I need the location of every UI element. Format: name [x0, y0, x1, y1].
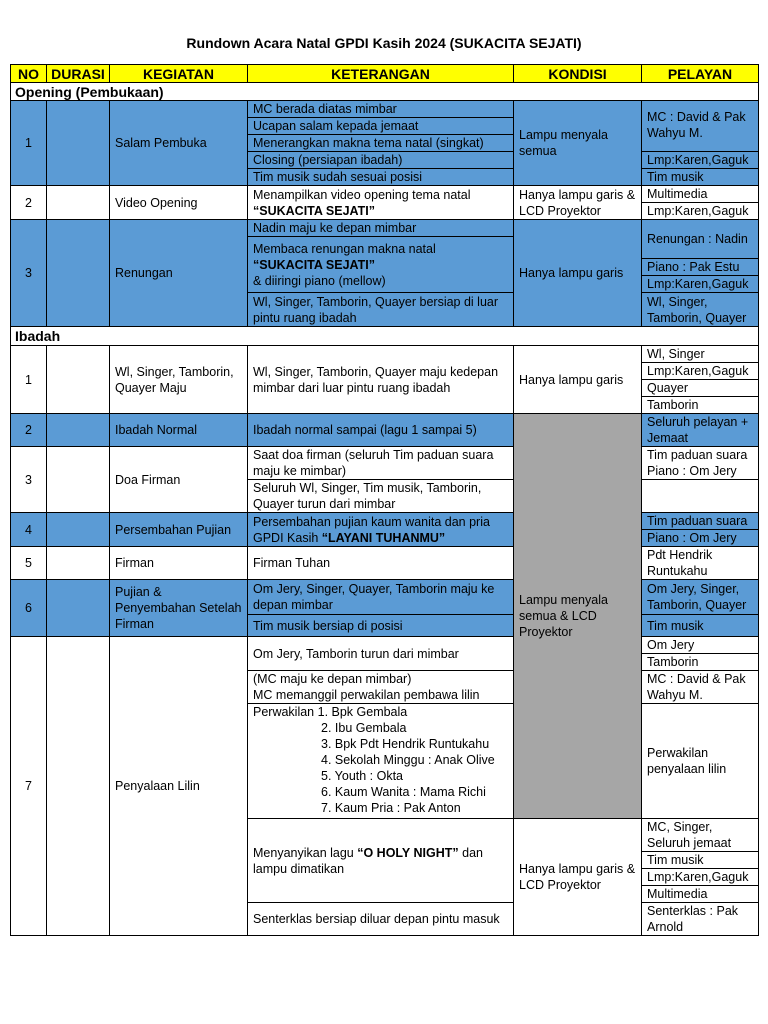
- ibadah-row7-mc-note: (MC maju ke depan mimbar): [253, 672, 412, 686]
- opening-row1-keterangan-5: Tim musik sudah sesuai posisi: [248, 169, 514, 186]
- ibadah-row7-durasi: [47, 637, 110, 935]
- perwakilan-item: 6. Kaum Wanita : Mama Richi: [321, 785, 486, 799]
- perwakilan-item: 7. Kaum Pria : Pak Anton: [321, 801, 461, 815]
- perwakilan-item: 5. Youth : Okta: [321, 769, 404, 783]
- opening-row3-renungan-text: Membaca renungan makna natal: [253, 241, 436, 256]
- ibadah-row3-pelayan-empty: [642, 480, 758, 513]
- ibadah-row6-keterangan-2: Tim musik bersiap di posisi: [248, 615, 514, 637]
- ibadah-row1-durasi: [47, 346, 110, 414]
- ibadah-row3-durasi: [47, 447, 110, 513]
- ibadah-row2-keterangan: Ibadah normal sampai (lagu 1 sampai 5): [248, 414, 514, 447]
- ibadah-row7-keterangan-4: [248, 819, 514, 903]
- ibadah-row7-kondisi: Hanya lampu garis & LCD Proyektor: [514, 819, 642, 935]
- header-pelayan: PELAYAN: [642, 65, 758, 83]
- ibadah-row2-durasi: [47, 414, 110, 447]
- ibadah-row6-pelayan-2: Tim musik: [642, 615, 758, 637]
- ibadah-row1-pelayan-1: Wl, Singer: [642, 346, 758, 363]
- ibadah-row7-pelayan-senterklas: Senterklas : Pak Arnold: [642, 903, 758, 935]
- opening-row3-kegiatan: Renungan: [110, 220, 248, 327]
- ibadah-row7-pelayan-6: Lmp:Karen,Gaguk: [642, 869, 758, 886]
- ibadah-row3-keterangan-1: Saat doa firman (seluruh Tim paduan suara maju ke mimbar): [248, 447, 514, 480]
- opening-row3-pelayan-2: Piano : Pak Estu: [642, 259, 758, 276]
- opening-row3-piano-note: & diiringi piano (mellow): [253, 273, 386, 288]
- opening-row3-pelayan-3: Lmp:Karen,Gaguk: [642, 276, 758, 293]
- opening-row3-pelayan-1: Renungan : Nadin: [642, 220, 758, 259]
- ibadah-row7-pelayan-2: Tamborin: [642, 654, 758, 671]
- ibadah-row5-keterangan: Firman Tuhan: [248, 547, 514, 580]
- ibadah-row4-kegiatan: Persembahan Pujian: [110, 513, 248, 547]
- opening-row1-keterangan-3: Menerangkan makna tema natal (singkat): [248, 135, 514, 152]
- header-kegiatan: KEGIATAN: [110, 65, 248, 83]
- ibadah-row6-pelayan-1: Om Jery, Singer, Tamborin, Quayer: [642, 580, 758, 615]
- ibadah-row1-kondisi: Hanya lampu garis: [514, 346, 642, 414]
- song-title: “O HOLY NIGHT”: [357, 845, 459, 860]
- header-no: NO: [11, 65, 47, 83]
- ibadah-row4-pelayan-1: Tim paduan suara: [642, 513, 758, 530]
- opening-row1-keterangan-4: Closing (persiapan ibadah): [248, 152, 514, 169]
- ibadah-row3-kegiatan: Doa Firman: [110, 447, 248, 513]
- opening-row2-pelayan-1: Multimedia: [642, 186, 758, 203]
- ibadah-row1-pelayan-2: Lmp:Karen,Gaguk: [642, 363, 758, 380]
- opening-row3-durasi: [47, 220, 110, 327]
- opening-row2-pelayan-2: Lmp:Karen,Gaguk: [642, 203, 758, 220]
- ibadah-row7-keterangan-2: [248, 671, 514, 704]
- perwakilan-intro: Perwakilan 1. Bpk Gembala: [253, 705, 408, 719]
- song-outro: dan lampu dimatikan: [253, 845, 483, 876]
- opening-row1-kondisi: Lampu menyala semua: [514, 101, 642, 186]
- rundown-table: [10, 64, 759, 936]
- ibadah-row7-pelayan-5: Tim musik: [642, 852, 758, 869]
- ibadah-row7-pelayan-7: Multimedia: [642, 886, 758, 903]
- ibadah-row5-pelayan: Pdt Hendrik Runtukahu: [642, 547, 758, 580]
- opening-row2-kegiatan: Video Opening: [110, 186, 248, 220]
- ibadah-row7-kegiatan: Penyalaan Lilin: [110, 637, 248, 935]
- perwakilan-item: 4. Sekolah Minggu : Anak Olive: [321, 753, 495, 767]
- ibadah-row4-no: 4: [11, 513, 47, 547]
- opening-row2-no: 2: [11, 186, 47, 220]
- opening-row2-keterangan: [248, 186, 514, 220]
- perwakilan-item: 2. Ibu Gembala: [321, 721, 407, 735]
- ibadah-row7-pelayan-mc: MC : David & Pak Wahyu M.: [642, 671, 758, 704]
- opening-row1-keterangan-1: MC berada diatas mimbar: [248, 101, 514, 118]
- ibadah-row5-durasi: [47, 547, 110, 580]
- ibadah-row6-no: 6: [11, 580, 47, 637]
- ibadah-row5-no: 5: [11, 547, 47, 580]
- opening-row2-kondisi: Hanya lampu garis & LCD Proyektor: [514, 186, 642, 220]
- ibadah-row7-pelayan-4: MC, Singer, Seluruh jemaat: [642, 819, 758, 852]
- ibadah-row3-no: 3: [11, 447, 47, 513]
- ibadah-row7-keterangan-1: Om Jery, Tamborin turun dari mimbar: [248, 637, 514, 671]
- opening-row1-pelayan-2: Lmp:Karen,Gaguk: [642, 152, 758, 169]
- page-title: Rundown Acara Natal GPDI Kasih 2024 (SUKACITA SEJATI): [186, 35, 582, 51]
- ibadah-row7-mc-call: MC memanggil perwakilan pembawa lilin: [253, 688, 480, 702]
- opening-row1-kegiatan: Salam Pembuka: [110, 101, 248, 186]
- opening-row1-pelayan-1: MC : David & Pak Wahyu M.: [642, 101, 758, 152]
- opening-row3-no: 3: [11, 220, 47, 327]
- ibadah-row6-kegiatan: Pujian & Penyembahan Setelah Firman: [110, 580, 248, 637]
- ibadah-kondisi-merged: Lampu menyala semua & LCD Proyektor: [514, 414, 642, 819]
- ibadah-row2-pelayan: Seluruh pelayan + Jemaat: [642, 414, 758, 447]
- song-intro: Menyanyikan lagu: [253, 845, 358, 860]
- section-opening: Opening (Pembukaan): [11, 83, 758, 101]
- perwakilan-item: 3. Bpk Pdt Hendrik Runtukahu: [321, 737, 490, 751]
- ibadah-row7-keterangan-3: [248, 704, 514, 819]
- ibadah-row1-kegiatan: Wl, Singer, Tamborin, Quayer Maju: [110, 346, 248, 414]
- opening-row3-kondisi: Hanya lampu garis: [514, 220, 642, 327]
- ibadah-row1-pelayan-4: Tamborin: [642, 397, 758, 414]
- ibadah-row3-pelayan: Tim paduan suara Piano : Om Jery: [642, 447, 758, 480]
- opening-row2-theme: “SUKACITA SEJATI”: [253, 203, 375, 218]
- ibadah-row1-no: 1: [11, 346, 47, 414]
- ibadah-row4-durasi: [47, 513, 110, 547]
- opening-row3-keterangan-2: [248, 237, 514, 293]
- header-keterangan: KETERANGAN: [248, 65, 514, 83]
- section-ibadah: Ibadah: [11, 327, 758, 346]
- ibadah-row3-keterangan-2: Seluruh Wl, Singer, Tim musik, Tamborin, Quayer turun dari mimbar: [248, 480, 514, 513]
- opening-row2-keterangan-text: Menampilkan video opening tema natal: [253, 187, 471, 202]
- opening-row3-pelayan-4: Wl, Singer, Tamborin, Quayer: [642, 293, 758, 327]
- opening-row1-no: 1: [11, 101, 47, 186]
- ibadah-row5-kegiatan: Firman: [110, 547, 248, 580]
- ibadah-row7-pelayan-perwakilan: Perwakilan penyalaan lilin: [642, 704, 758, 819]
- opening-row1-durasi: [47, 101, 110, 186]
- ibadah-row1-pelayan-3: Quayer: [642, 380, 758, 397]
- ibadah-row4-pelayan-2: Piano : Om Jery: [642, 530, 758, 547]
- ibadah-row6-durasi: [47, 580, 110, 637]
- ibadah-row7-keterangan-5: Senterklas bersiap diluar depan pintu masuk: [248, 903, 514, 935]
- header-durasi: DURASI: [47, 65, 110, 83]
- opening-row3-theme: “SUKACITA SEJATI”: [253, 257, 375, 272]
- opening-row3-keterangan-1: Nadin maju ke depan mimbar: [248, 220, 514, 237]
- ibadah-row1-keterangan: Wl, Singer, Tamborin, Quayer maju kedepan mimbar dari luar pintu ruang ibadah: [248, 346, 514, 414]
- ibadah-row2-no: 2: [11, 414, 47, 447]
- ibadah-row4-song: “LAYANI TUHANMU”: [321, 530, 446, 545]
- ibadah-row7-no: 7: [11, 637, 47, 935]
- ibadah-row4-keterangan-text: Persembahan pujian kaum wanita dan pria GPDI Kasih: [253, 514, 490, 545]
- opening-row2-durasi: [47, 186, 110, 220]
- opening-row3-keterangan-3: Wl, Singer, Tamborin, Quayer bersiap di luar pintu ruang ibadah: [248, 293, 514, 327]
- opening-row1-pelayan-3: Tim musik: [642, 169, 758, 186]
- ibadah-row6-keterangan-1: Om Jery, Singer, Quayer, Tamborin maju ke depan mimbar: [248, 580, 514, 615]
- opening-row1-keterangan-2: Ucapan salam kepada jemaat: [248, 118, 514, 135]
- ibadah-row7-pelayan-1: Om Jery: [642, 637, 758, 654]
- header-kondisi: KONDISI: [514, 65, 642, 83]
- ibadah-row2-kegiatan: Ibadah Normal: [110, 414, 248, 447]
- ibadah-row4-keterangan: [248, 513, 514, 547]
